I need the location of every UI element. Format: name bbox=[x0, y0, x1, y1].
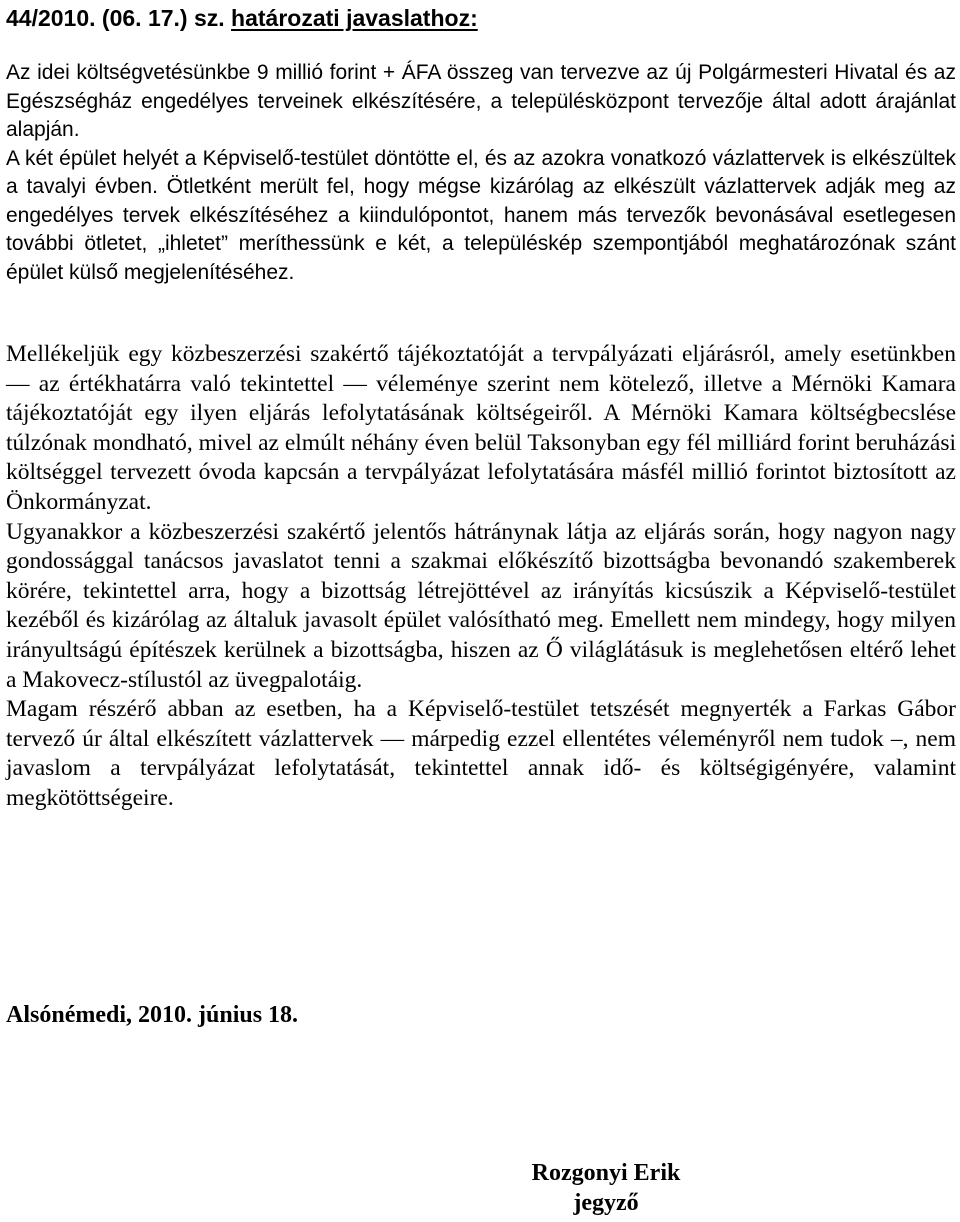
paragraph-buildings bbox=[6, 145, 956, 288]
heading-title: határozati javaslathoz: bbox=[231, 5, 478, 31]
paragraph-drawbacks: Ugyanakkor a közbeszerzési szakértő jelentős hátránynak látja az eljárás során, hogy nagyon nagy gondossággal tanácsos javaslatot tenni a szakmai előkészítő bizottságba bevonandó szakemberek körére, tekintettel arra, hogy a bizottság létrejöttével az irányítás kicsúszik a Képviselő-testület kezéből és kizárólag az általuk javasolt épület valósítható meg. Emellett nem mindegy, hogy milyen irányultságú építészek kerülnek a bizottságba, hiszen az Ő világlátásuk is meglehetősen eltérő lehet a Makovecz-stílustól az üvegpalotáig. bbox=[6, 518, 956, 693]
signer-name: Rozgonyi Erik bbox=[531, 1160, 681, 1186]
place-and-date: Alsónémedi, 2010. június 18. bbox=[6, 1002, 299, 1028]
document-heading bbox=[6, 3, 478, 33]
paragraph-idea-sentence: Ötletként merült fel, hogy mégse kizárólag az elkészült vázlattervek adják meg az engedélyes tervek elkészítéséhez a kiindulópontot, hanem más tervezők bevonásával esetlegesen további ötletet, „ihletet” meríthessünk e két, a településkép szempontjából meghatározónak szánt épület külső megjelenítéséhez. bbox=[6, 175, 956, 284]
paragraph-budget: Az idei költségvetésünkbe 9 millió forint + ÁFA összeg van tervezve az új Polgármesteri Hivatal és az Egészségház engedélyes terveinek elkészítésére, a településközpont tervezője által adott árajánlat alapján. bbox=[6, 61, 956, 141]
body-section-serif bbox=[6, 340, 956, 814]
signer-title: jegyző bbox=[573, 1190, 639, 1216]
paragraph-recommendation: Magam részérő abban az esetben, ha a Képviselő-testület tetszését megnyerték a Farkas Gábor tervező úr által elkészített vázlattervek — márpedig ezzel ellentétes véleményről nem tudok –, nem javaslom a tervpályázat lefolytatását, tekintettel annak idő- és költségigényére, valamint megkötöttségeire. bbox=[6, 696, 956, 811]
signature-block bbox=[496, 1158, 716, 1218]
paragraph-buildings-sentence: A két épület helyét a Képviselő-testület döntötte el, és az azokra vonatkozó vázlattervek is elkészültek a tavalyi évben. bbox=[6, 146, 956, 198]
heading-resolution-number: 44/2010. (06. 17.) sz. bbox=[6, 5, 232, 31]
body-section-sans bbox=[6, 59, 956, 287]
paragraph-procurement: Mellékeljük egy közbeszerzési szakértő tájékoztatóját a tervpályázati eljárásról, amely esetünkben — az értékhatárra való tekintettel — véleménye szerint nem kötelező, illetve a Mérnöki Kamara tájékoztatóját egy ilyen eljárás lefolytatásának költségeiről. A Mérnöki Kamara költségbecslése túlzónak mondható, mivel az elmúlt néhány éven belül Taksonyban egy fél milliárd forint beruházási költséggel tervezett óvoda kapcsán a tervpályázat lefolytatására másfél millió forintot biztosított az Önkormányzat. bbox=[6, 341, 956, 515]
